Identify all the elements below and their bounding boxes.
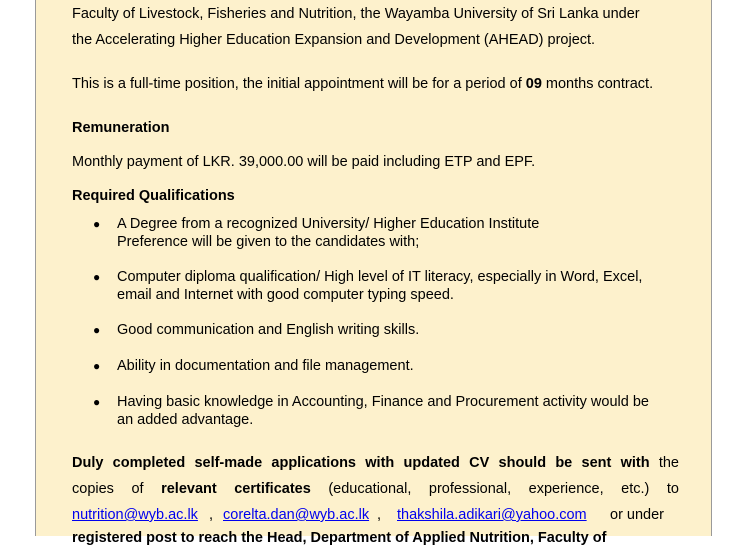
remuneration-heading: Remuneration [72,120,170,136]
intro-line-2: the Accelerating Higher Education Expansion and Development (AHEAD) project. [72,32,596,48]
intro-line-1: Faculty of Livestock, Fisheries and Nutrition, the Wayamba University of Sri Lanka under [72,6,640,22]
qualification-item-3: Good communication and English writing skills. [117,322,420,338]
qualifications-heading: Required Qualifications [72,188,235,204]
application-line-3 [72,506,198,524]
email-link-thakshila[interactable]: thakshila.adikari@yahoo.com [397,507,587,523]
bullet-icon: ● [93,395,101,409]
cut-off-line: registered post to reach the Head, Department of Applied Nutrition, Faculty of [72,530,607,546]
bullet-icon: ● [93,323,101,337]
email-link-thakshila-wrap [397,506,587,524]
remuneration-text: Monthly payment of LKR. 39,000.00 will be paid including ETP and EPF. [72,154,536,170]
application-or-under: or under [610,507,665,523]
qualification-item-5-line-2: an added advantage. [117,412,254,428]
position-paragraph: This is a full-time position, the initial appointment will be for a period of 09 months contract. [72,76,654,92]
email-link-corelta-wrap [223,506,369,524]
bullet-icon: ● [93,359,101,373]
qualification-item-1-line-2: Preference will be given to the candidates with; [117,234,420,250]
email-link-nutrition[interactable]: nutrition@wyb.ac.lk [72,507,198,523]
email-comma: , [209,507,214,523]
email-comma: , [377,507,382,523]
qualification-item-2-line-1: Computer diploma qualification/ High level of IT literacy, especially in Word, Excel, [117,269,643,285]
qualification-item-4: Ability in documentation and file management. [117,358,414,374]
bullet-icon: ● [93,217,101,231]
contract-months: 09 [525,76,542,92]
qualification-item-5-line-1: Having basic knowledge in Accounting, Finance and Procurement activity would be [117,394,649,410]
qualification-item-1-line-1: A Degree from a recognized University/ Higher Education Institute [117,216,540,232]
application-line-2: copies of relevant certificates (educational, professional, experience, etc.) to [72,481,679,497]
qualification-item-2-line-2: email and Internet with good computer typing speed. [117,287,454,303]
application-line-1: Duly completed self-made applications with updated CV should be sent with the [72,455,679,471]
bullet-icon: ● [93,270,101,284]
email-link-corelta[interactable]: corelta.dan@wyb.ac.lk [223,507,370,523]
